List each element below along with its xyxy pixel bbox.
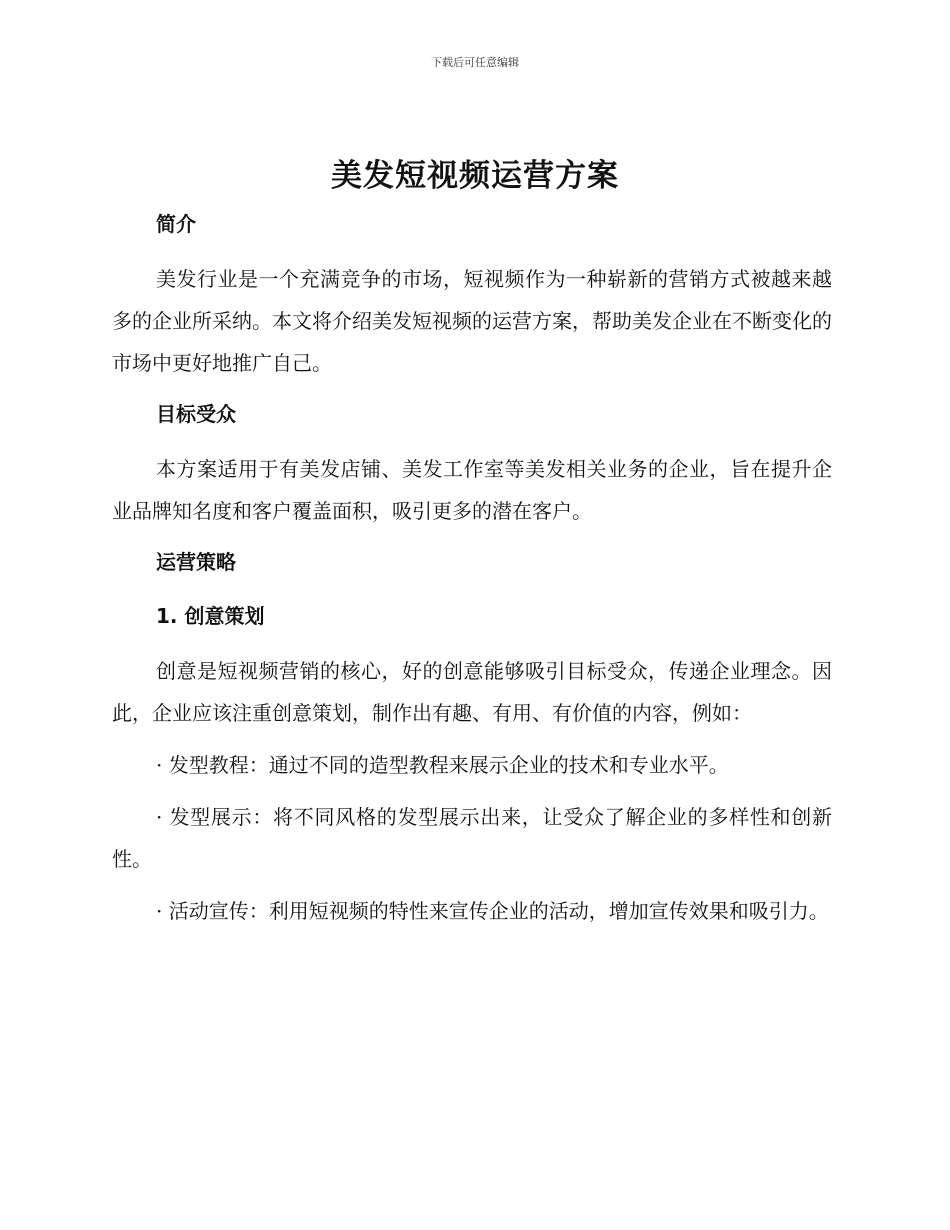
document-title: 美发短视频运营方案	[331, 158, 619, 194]
list-item-hair-showcase: · 发型展示：将不同风格的发型展示出来，让受众了解企业的多样性和创新性。	[112, 805, 832, 871]
creative-heading: 1. 创意策划	[156, 604, 265, 628]
list-item-event-promotion: · 活动宣传：利用短视频的特性来宣传企业的活动，增加宣传效果和吸引力。	[156, 899, 829, 923]
intro-paragraph: 美发行业是一个充满竞争的市场，短视频作为一种崭新的营销方式被越来越多的企业所采纳。本文将介绍美发短视频的运营方案，帮助美发企业在不断变化的市场中更好地推广自己。	[112, 267, 832, 375]
intro-heading: 简介	[156, 212, 196, 236]
creative-paragraph: 创意是短视频营销的核心，好的创意能够吸引目标受众，传递企业理念。因此，企业应该注重创意策划，制作出有趣、有用、有价值的内容，例如：	[112, 659, 832, 725]
list-item-hair-tutorial: · 发型教程：通过不同的造型教程来展示企业的技术和专业水平。	[156, 753, 729, 777]
audience-heading: 目标受众	[156, 402, 236, 426]
strategy-heading: 运营策略	[156, 550, 236, 574]
header-note: 下载后可任意编辑	[431, 56, 519, 69]
audience-paragraph: 本方案适用于有美发店铺、美发工作室等美发相关业务的企业，旨在提升企业品牌知名度和客户覆盖面积，吸引更多的潜在客户。	[112, 457, 832, 523]
document-body	[112, 200, 832, 942]
